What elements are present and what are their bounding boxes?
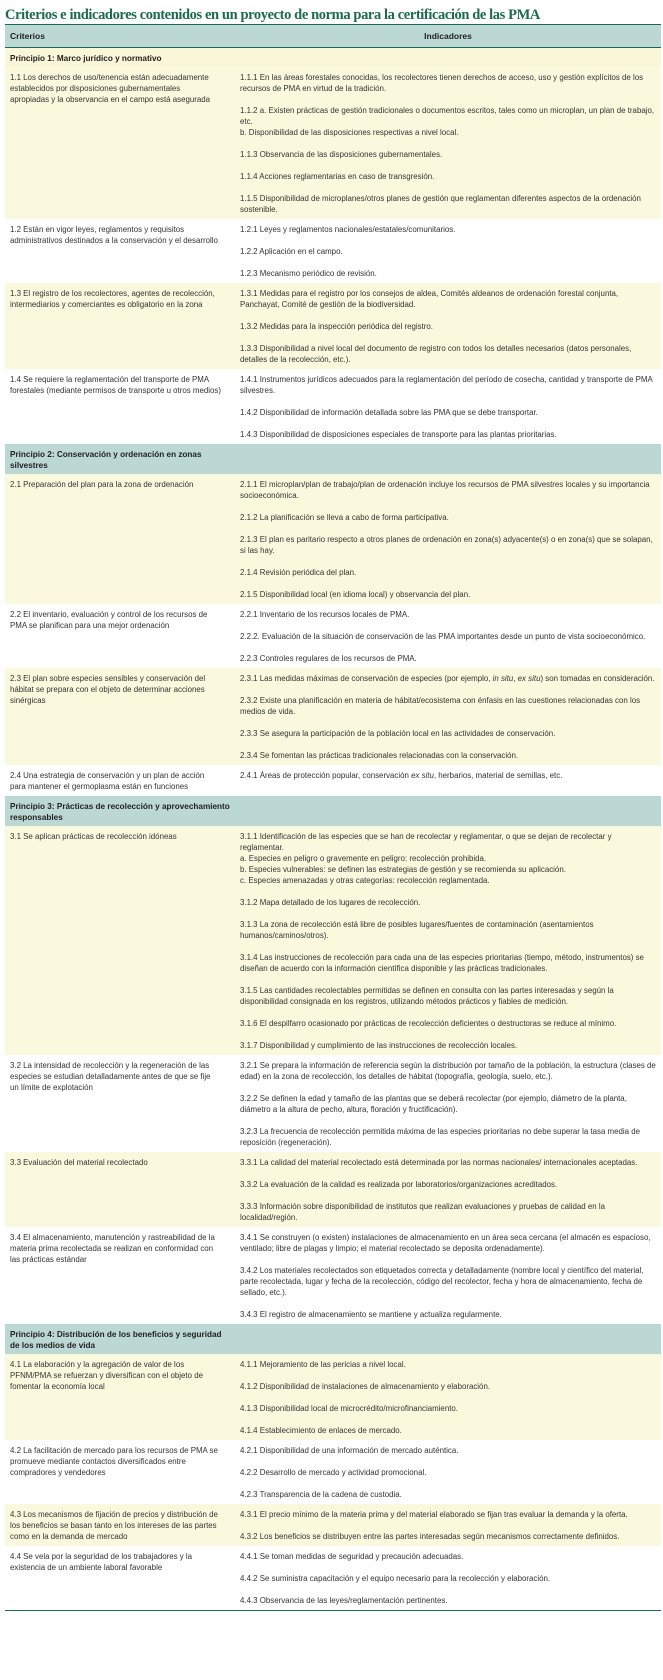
table-row bbox=[5, 1227, 661, 1324]
principle-empty bbox=[235, 796, 661, 826]
indicator-item: 3.2.2 Se definen la edad y tamaño de las plantas que se deberá recolectar (por ejemplo, diámetro de la planta, diámetro a la altura de pecho, altura, floración y fructificación). bbox=[240, 1094, 627, 1114]
indicator-text: 2.3.1 Las medidas máximas de conservación de especies (por ejemplo, bbox=[240, 674, 493, 683]
indicators-cell bbox=[235, 765, 661, 796]
indicator-item: 1.1.4 Acciones reglamentarias en caso de transgresión. bbox=[240, 172, 435, 181]
indicators-cell bbox=[235, 1227, 661, 1324]
indicator-item: 3.3.1 La calidad del material recolectado está determinada por las normas nacionales/ internacionales aceptadas. bbox=[240, 1158, 638, 1167]
indicator-item: 1.2.1 Leyes y reglamentos nacionales/estatales/comunitarios. bbox=[240, 225, 456, 234]
principle-label: Principio 3: Prácticas de recolección y aprovechamiento responsables bbox=[5, 796, 235, 826]
table-row bbox=[5, 604, 661, 668]
indicator-item: 4.2.3 Transparencia de la cadena de custodia. bbox=[240, 1490, 402, 1499]
indicator-item: 3.3.2 La evaluación de la calidad es realizada por laboratorios/organizaciones acreditados. bbox=[240, 1180, 558, 1189]
indicator-item: 1.2.2 Aplicación en el campo. bbox=[240, 247, 343, 256]
indicators-cell bbox=[235, 219, 661, 283]
header-indicadores: Indicadores bbox=[235, 25, 661, 48]
principle-row bbox=[5, 444, 661, 474]
criterion-cell: 4.3 Los mecanismos de fijación de precios y distribución de los beneficios se basan tanto en los intereses de las partes como en la demanda de mercado bbox=[5, 1504, 235, 1546]
criterion-cell: 4.4 Se vela por la seguridad de los trabajadores y la existencia de un ambiente laboral favorable bbox=[5, 1546, 235, 1611]
indicator-item: 1.4.1 Instrumentos jurídicos adecuados para la reglamentación del período de cosecha, cantidad y transporte de PMA silvestres. bbox=[240, 375, 653, 395]
indicator-text: , herbarios, material de semillas, etc. bbox=[433, 771, 563, 780]
indicator-item: 3.4.3 El registro de almacenamiento se mantiene y actualiza regularmente. bbox=[240, 1310, 502, 1319]
indicator-item: 4.4.2 Se suministra capacitación y el equipo necesario para la recolección y elaboración. bbox=[240, 1574, 551, 1583]
principle-row bbox=[5, 48, 661, 68]
indicator-item: 2.3.2 Existe una planificación en materia de hábitat/ecosistema con énfasis en las cuestiones relacionadas con los medios de vida. bbox=[240, 696, 641, 716]
indicator-item: 3.1.4 Las instrucciones de recolección para cada una de las especies prioritarias (tiempo, método, instrumentos) se diseñan de acuerdo con la información científica disponible y las prácticas tradicionales. bbox=[240, 953, 644, 973]
table-header bbox=[5, 25, 661, 48]
indicator-item: 3.4.2 Los materiales recolectados son etiquetados correcta y detalladamente (nombre local y científico del material, parte recolectada, lugar y fecha de la recolección, código del recolector, fecha y hora de almacenamiento, fecha de sellado, etc.). bbox=[240, 1266, 644, 1297]
indicator-text: , bbox=[513, 674, 518, 683]
principle-label: Principio 1: Marco jurídico y normativo bbox=[5, 48, 235, 68]
table-row bbox=[5, 1440, 661, 1504]
indicators-cell bbox=[235, 1504, 661, 1546]
indicators-cell bbox=[235, 1152, 661, 1227]
table-row bbox=[5, 1504, 661, 1546]
indicator-item: 4.4.3 Observancia de las leyes/reglamentación pertinentes. bbox=[240, 1596, 448, 1605]
indicator-item: 1.1.5 Disponibilidad de microplanes/otros planes de gestión que reglamentan diferentes aspectos de la ordenación sostenible. bbox=[240, 194, 641, 214]
indicator-item: 1.3.3 Disponibilidad a nivel local del documento de registro con todos los detalles necesarios (datos personales, detalles de la recolección, etc.). bbox=[240, 344, 632, 364]
indicator-item: 1.1.1 En las áreas forestales conocidas, los recolectores tienen derechos de acceso, uso y gestión explícitos de los recursos de PMA en virtud de la tradición. bbox=[240, 73, 644, 93]
principle-empty bbox=[235, 1324, 661, 1354]
indicator-item: 2.1.2 La planificación se lleva a cabo de forma participativa. bbox=[240, 513, 449, 522]
criteria-table bbox=[5, 24, 661, 1611]
criterion-cell: 2.1 Preparación del plan para la zona de ordenación bbox=[5, 474, 235, 604]
indicator-item: 2.2.2. Evaluación de la situación de conservación de las PMA importantes desde un punto de vista socioeconómico. bbox=[240, 632, 646, 641]
indicator-item: 1.3.1 Medidas para el registro por los consejos de aldea, Comités aldeanos de ordenación forestal conjunta, Panchayat, Comité de gestión de la biodiversidad. bbox=[240, 289, 619, 309]
indicators-cell bbox=[235, 826, 661, 1055]
indicators-cell bbox=[235, 1354, 661, 1440]
indicator-item: 3.1.6 El despilfarro ocasionado por prácticas de recolección deficientes o destructoras se reduce al mínimo. bbox=[240, 1019, 617, 1028]
header-row bbox=[5, 25, 661, 48]
table-row bbox=[5, 826, 661, 1055]
indicators-cell bbox=[235, 474, 661, 604]
indicator-item: 2.2.1 Inventario de los recursos locales de PMA. bbox=[240, 610, 410, 619]
indicators-cell bbox=[235, 67, 661, 219]
principle-empty bbox=[235, 48, 661, 68]
indicator-text: 2.4.1 Áreas de protección popular, conservación bbox=[240, 771, 412, 780]
indicator-italic-term: ex situ bbox=[517, 674, 541, 683]
indicator-item bbox=[240, 673, 656, 684]
indicator-item: 2.1.3 El plan es paritario respecto a otros planes de ordenación en zona(s) adyacente(s) o en zona(s) que se solapan, si las hay. bbox=[240, 535, 653, 555]
indicator-italic-term: in situ bbox=[492, 674, 514, 683]
table-title: Criterios e indicadores contenidos en un proyecto de norma para la certificación de las PMA bbox=[5, 7, 540, 23]
indicator-item: 2.1.5 Disponibilidad local (en idioma local) y observancia del plan. bbox=[240, 590, 471, 599]
table-row bbox=[5, 219, 661, 283]
indicators-cell bbox=[235, 1546, 661, 1611]
indicator-item: 3.4.1 Se construyen (o existen) instalaciones de almacenamiento en un área seca cercana (el almacén es espacioso, ventilado; libre de plagas y limpio; el material recolectado se deposita ordenadamente). bbox=[240, 1233, 651, 1253]
criterion-cell: 2.3 El plan sobre especies sensibles y conservación del hábitat se prepara con el objeto de determinar acciones sinérgicas bbox=[5, 668, 235, 765]
criterion-cell: 3.3 Evaluación del material recolectado bbox=[5, 1152, 235, 1227]
table-row bbox=[5, 1354, 661, 1440]
indicator-item: 4.4.1 Se toman medidas de seguridad y precaución adecuadas. bbox=[240, 1552, 464, 1561]
principle-empty bbox=[235, 444, 661, 474]
table-body bbox=[5, 48, 661, 1611]
header-criterios: Criterios bbox=[5, 25, 235, 48]
indicator-item: 3.1.3 La zona de recolección está libre de posibles lugares/fuentes de contaminación (asentamientos humanos/caminos/otros). bbox=[240, 920, 594, 940]
indicator-item: 3.1.7 Disponibilidad y cumplimiento de las instrucciones de recolección locales. bbox=[240, 1041, 518, 1050]
indicators-cell bbox=[235, 283, 661, 369]
principle-row bbox=[5, 1324, 661, 1354]
criterion-cell: 1.3 El registro de los recolectores, agentes de recolección, intermediarios y comerciantes es obligatorio en la zona bbox=[5, 283, 235, 369]
indicator-item: 1.1.3 Observancia de las disposiciones gubernamentales. bbox=[240, 150, 443, 159]
indicator-item: 1.2.3 Mecanismo periódico de revisión. bbox=[240, 269, 377, 278]
indicator-item: 3.2.3 La frecuencia de recolección permitida máxima de las especies prioritarias no debe superar la tasa media de reposición (regeneración). bbox=[240, 1127, 641, 1147]
criterion-cell: 4.2 La facilitación de mercado para los recursos de PMA se promueve mediante contactos diversificados entre compradores y vendedores bbox=[5, 1440, 235, 1504]
criterion-cell: 3.4 El almacenamiento, manutención y rastreabilidad de la materia prima recolectada se realizan en conformidad con las prácticas estándar bbox=[5, 1227, 235, 1324]
principle-label: Principio 4: Distribución de los beneficios y seguridad de los medios de vida bbox=[5, 1324, 235, 1354]
table-row bbox=[5, 1152, 661, 1227]
indicator-item: 3.1.5 Las cantidades recolectables permitidas se definen en consulta con las partes interesadas y según la disponibilidad consignada en los registros, utilizando métodos prácticos y fiables de medición. bbox=[240, 986, 614, 1006]
criterion-cell: 3.2 La intensidad de recolección y la regeneración de las especies se estudian detalladamente antes de que se fije un límite de explotación bbox=[5, 1055, 235, 1152]
indicator-item: 1.1.2 a. Existen prácticas de gestión tradicionales o documentos escritos, tales como un microplan, un plan de trabajo, etc. b. Disponibilidad de las disposiciones respectivas a nivel local. bbox=[240, 106, 655, 137]
criterion-cell: 3.1 Se aplican prácticas de recolección idóneas bbox=[5, 826, 235, 1055]
indicators-cell bbox=[235, 1055, 661, 1152]
indicator-item: 4.3.1 El precio mínimo de la materia prima y del material elaborado se fijan tras evaluar la demanda y la oferta. bbox=[240, 1510, 628, 1519]
criterion-cell: 2.2 El inventario, evaluación y control de los recursos de PMA se planifican para una mejor ordenación bbox=[5, 604, 235, 668]
criterion-cell: 2.4 Una estrategia de conservación y un plan de acción para mantener el germoplasma están en funciones bbox=[5, 765, 235, 796]
criterion-cell: 1.4 Se requiere la reglamentación del transporte de PMA forestales (mediante permisos de transporte u otros medios) bbox=[5, 369, 235, 444]
indicator-item: 3.2.1 Se prepara la información de referencia según la distribución por tamaño de la población, la estructura (clases de edad) en la zona de recolección, los detalles de hábitat (topografía, geología, suelo, etc.). bbox=[240, 1061, 656, 1081]
indicator-item: 2.1.1 El microplan/plan de trabajo/plan de ordenación incluye los recursos de PMA silvestres locales y su importancia socioeconómica. bbox=[240, 480, 650, 500]
indicator-item: 4.2.1 Disponibilidad de una información de mercado auténtica. bbox=[240, 1446, 459, 1455]
indicators-cell bbox=[235, 604, 661, 668]
indicator-item: 4.1.2 Disponibilidad de instalaciones de almacenamiento y elaboración. bbox=[240, 1382, 491, 1391]
table-row bbox=[5, 283, 661, 369]
indicator-italic-term: ex situ bbox=[411, 771, 434, 780]
indicator-item: 3.3.3 Información sobre disponibilidad de institutos que realizan evaluaciones y pruebas de calidad en la localidad/región. bbox=[240, 1202, 605, 1222]
indicator-item: 1.4.2 Disponibilidad de información detallada sobre las PMA que se debe transportar. bbox=[240, 408, 538, 417]
criterion-cell: 1.2 Están en vigor leyes, reglamentos y requisitos administrativos destinados a la conservación y el desarrollo bbox=[5, 219, 235, 283]
indicator-item bbox=[240, 770, 656, 781]
indicator-item: 3.1.1 Identificación de las especies que se han de recolectar y reglamentar, o que se dejan de recolectar y reglamentar. a. Especies en peligro o gravemente en peligro: recolección prohibida. b. Especies vulnerables: se definen las estrategias de gestión y se recomienda su aplicación. c. Especies amenazadas y otras categorías: recolección reglamentada. bbox=[240, 832, 612, 885]
table-row bbox=[5, 1055, 661, 1152]
principle-row bbox=[5, 796, 661, 826]
criterion-cell: 1.1 Los derechos de uso/tenencia están adecuadamente establecidos por disposiciones gubernamentales apropiadas y la observancia en el campo está asegurada bbox=[5, 67, 235, 219]
table-row bbox=[5, 668, 661, 765]
table-row bbox=[5, 1546, 661, 1611]
table-row bbox=[5, 369, 661, 444]
indicator-item: 3.1.2 Mapa detallado de los lugares de recolección. bbox=[240, 898, 421, 907]
table-row bbox=[5, 474, 661, 604]
table-row bbox=[5, 765, 661, 796]
indicator-item: 1.3.2 Medidas para la inspección periódica del registro. bbox=[240, 322, 433, 331]
indicators-cell bbox=[235, 668, 661, 765]
indicator-item: 2.3.4 Se fomentan las prácticas tradicionales relacionadas con la conservación. bbox=[240, 751, 519, 760]
indicator-item: 4.1.4 Establecimiento de enlaces de mercado. bbox=[240, 1426, 402, 1435]
indicator-item: 4.1.3 Disponibilidad local de microcrédito/microfinanciamiento. bbox=[240, 1404, 458, 1413]
criterion-cell: 4.1 La elaboración y la agregación de valor de los PFNM/PMA se refuerzan y diversifican con el objeto de fomentar la economía local bbox=[5, 1354, 235, 1440]
indicator-item: 2.2.3 Controles regulares de los recursos de PMA. bbox=[240, 654, 417, 663]
indicator-item: 4.2.2 Desarrollo de mercado y actividad promocional. bbox=[240, 1468, 427, 1477]
indicator-item: 4.1.1 Mejoramiento de las pericias a nivel local. bbox=[240, 1360, 406, 1369]
principle-label: Principio 2: Conservación y ordenación en zonas silvestres bbox=[5, 444, 235, 474]
indicator-item: 1.4.3 Disponibilidad de disposiciones especiales de transporte para las plantas prioritarias. bbox=[240, 430, 557, 439]
table-row bbox=[5, 67, 661, 219]
indicators-cell bbox=[235, 1440, 661, 1504]
indicator-text: ) son tomadas en consideración. bbox=[540, 674, 655, 683]
indicators-cell bbox=[235, 369, 661, 444]
indicator-item: 4.3.2 Los beneficios se distribuyen entre las partes interesadas según mecanismos correctamente definidos. bbox=[240, 1532, 620, 1541]
indicator-item: 2.1.4 Revisión periódica del plan. bbox=[240, 568, 357, 577]
indicator-item: 2.3.3 Se asegura la participación de la población local en las actividades de conservación. bbox=[240, 729, 556, 738]
